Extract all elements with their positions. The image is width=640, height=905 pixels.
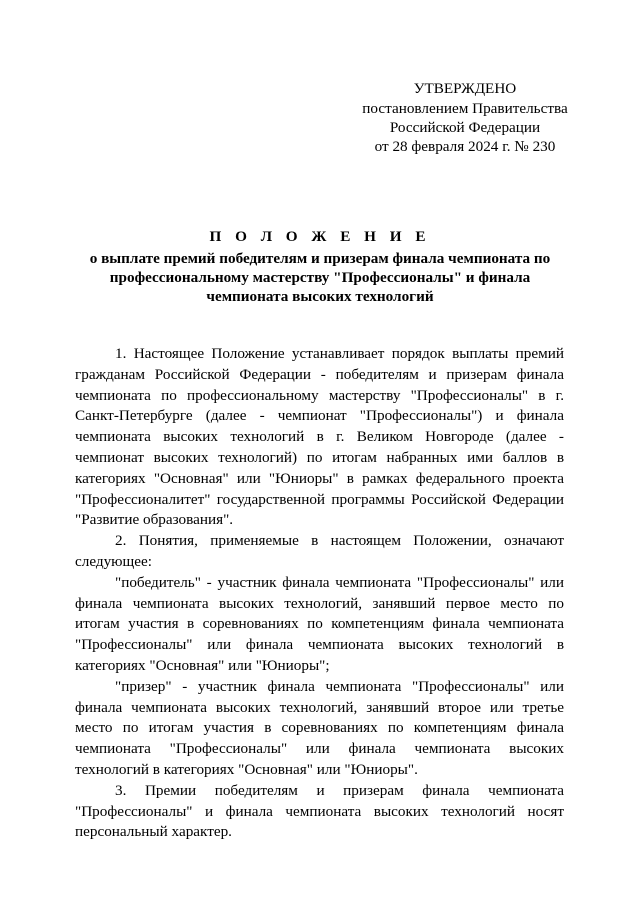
document-subtitle-line-1: о выплате премий победителям и призерам финала чемпионата по [89, 250, 551, 267]
document-title: П О Л О Ж Е Н И Е [209, 228, 431, 245]
paragraph-prizewinner-definition: "призер" - участник финала чемпионата "Профессионалы" или финала чемпионата высоких технологий, занявший второе или третье место по итогам участия в соревнованиях по компетенциям финала чемпионата "Профессионалы" или финала чемпионата высоких технологий в категориях "Основная" или "Юниоры". [75, 677, 564, 778]
paragraph-2: 2. Понятия, применяемые в настоящем Положении, означают следующее: [75, 532, 564, 570]
document-body [75, 344, 564, 843]
approval-line-1: постановлением Правительства [362, 100, 568, 117]
approval-line-2: Российской Федерации [389, 119, 541, 136]
approval-stamp-title: УТВЕРЖДЕНО [413, 80, 517, 97]
approval-date-number: от 28 февраля 2024 г. № 230 [374, 138, 556, 155]
document-subtitle-line-3: чемпионата высоких технологий [206, 288, 434, 305]
document-heading [60, 227, 580, 306]
paragraph-3: 3. Премии победителям и призерам финала чемпионата "Профессионалы" и финала чемпионата высоких технологий носят персональный характер. [75, 781, 564, 841]
paragraph-winner-definition: "победитель" - участник финала чемпионата "Профессионалы" или финала чемпионата высоких технологий, занявший первое место по итогам участия в соревнованиях по компетенциям финала чемпионата "Профессионалы" или финала чемпионата высоких технологий в категориях "Основная" или "Юниоры"; [75, 573, 564, 674]
paragraph-1: 1. Настоящее Положение устанавливает порядок выплаты премий гражданам Российской Федерации - победителям и призерам финала чемпионата по профессиональному мастерству "Профессионалы" в г. Санкт-Петербурге (далее - чемпионат "Профессионалы") и финала чемпионата высоких технологий в г. Великом Новгороде (далее - чемпионат высоких технологий) по итогам набранных ими баллов в категориях "Основная" или "Юниоры" в рамках федерального проекта "Профессионалитет" государственной программы Российской Федерации "Развитие образования". [75, 345, 564, 529]
approval-block [340, 79, 590, 156]
document-subtitle-line-2: профессиональному мастерству "Профессионалы" и финала [109, 269, 531, 286]
